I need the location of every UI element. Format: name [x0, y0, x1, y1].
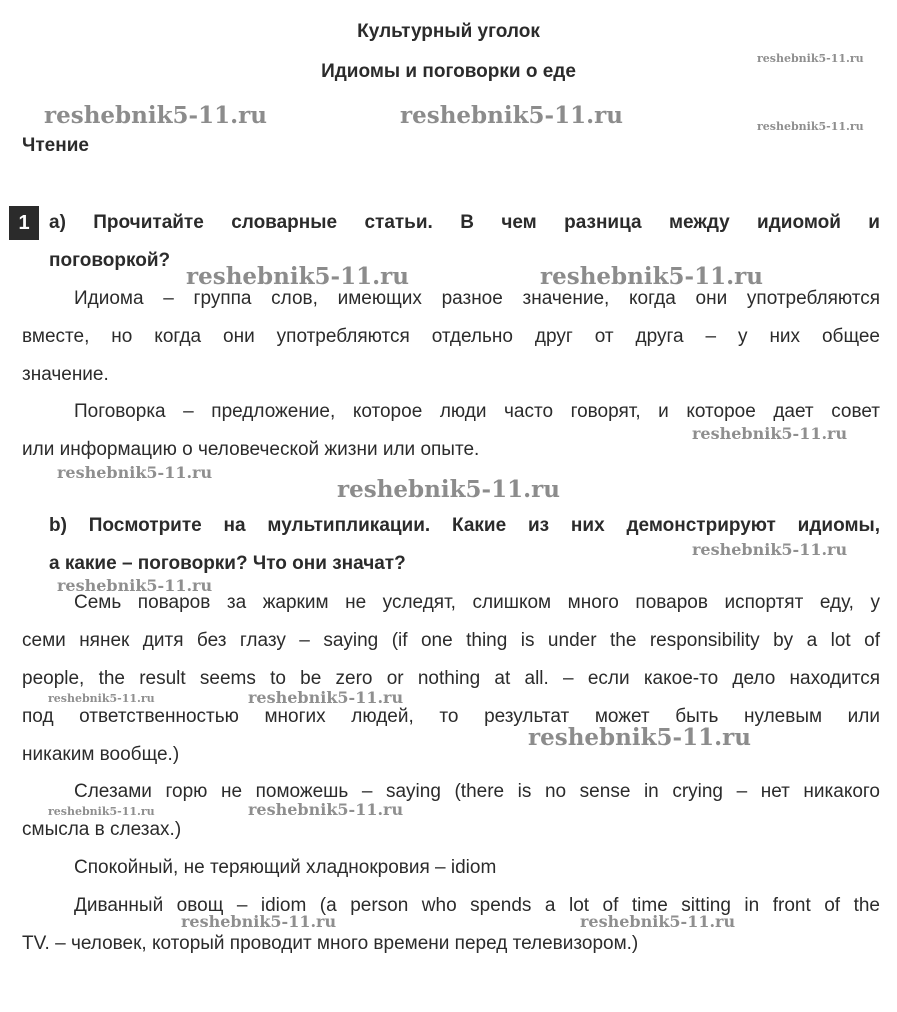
watermark: reshebnik5-11.ru — [692, 540, 848, 559]
watermark: reshebnik5-11.ru — [248, 688, 404, 707]
text-line: семи нянек дитя без глазу – saying (if one thing is under the responsibility by a lot of — [22, 630, 880, 651]
question-line: b) Посмотрите на мультипликации. Какие из них демонстрируют идиомы, — [49, 515, 880, 536]
answer-paragraph — [22, 584, 880, 774]
watermark: reshebnik5-11.ru — [757, 120, 864, 133]
question-line: а) Прочитайте словарные статьи. В чем разница между идиомой и — [49, 212, 880, 233]
text-line: под ответственностью многих людей, то результат может быть нулевым или — [22, 706, 880, 727]
watermark: reshebnik5-11.ru — [248, 800, 404, 819]
watermark: reshebnik5-11.ru — [44, 102, 267, 129]
text-line: Поговорка – предложение, которое люди часто говорят, и которое дает совет — [74, 401, 880, 422]
text-line: значение. — [22, 364, 109, 385]
answer-paragraph — [22, 887, 880, 963]
idiom-definition — [22, 280, 880, 394]
watermark: reshebnik5-11.ru — [57, 463, 213, 482]
text-line: Спокойный, не теряющий хладнокровия – idiom — [74, 857, 497, 878]
text-line: Слезами горю не поможешь – saying (there is no sense in crying – нет никакого — [74, 781, 880, 802]
text-line: или информацию о человеческой жизни или опыте. — [22, 439, 480, 460]
text-line: вместе, но когда они употребляются отдельно друг от друга – у них общее — [22, 326, 880, 347]
text-line: people, the result seems to be zero or nothing at all. – если какое-то дело находится — [22, 668, 880, 689]
watermark: reshebnik5-11.ru — [528, 724, 751, 751]
page-subtitle: Идиомы и поговорки о еде — [321, 61, 576, 82]
question-line: поговоркой? — [49, 250, 171, 271]
watermark: reshebnik5-11.ru — [400, 102, 623, 129]
watermark: reshebnik5-11.ru — [186, 263, 409, 290]
watermark: reshebnik5-11.ru — [48, 692, 155, 705]
page-title: Культурный уголок — [357, 21, 540, 42]
text-line: смысла в слезах.) — [22, 819, 182, 840]
text-line: Семь поваров за жарким не уследят, слишком много поваров испортят еду, у — [74, 592, 880, 613]
text-line: никаким вообще.) — [22, 744, 180, 765]
watermark: reshebnik5-11.ru — [337, 476, 560, 503]
watermark: reshebnik5-11.ru — [181, 912, 337, 931]
watermark: reshebnik5-11.ru — [540, 263, 763, 290]
watermark: reshebnik5-11.ru — [580, 912, 736, 931]
exercise-number-badge: 1 — [9, 206, 39, 240]
text-line: TV. – человек, который проводит много времени перед телевизором.) — [22, 933, 639, 954]
section-label: Чтение — [22, 135, 89, 156]
text-line: Идиома – группа слов, имеющих разное значение, когда они употребляются — [74, 288, 880, 309]
watermark: reshebnik5-11.ru — [57, 576, 213, 595]
watermark: reshebnik5-11.ru — [757, 52, 864, 65]
question-line: а какие – поговорки? Что они значат? — [49, 553, 406, 574]
answer-paragraph — [22, 849, 880, 887]
watermark: reshebnik5-11.ru — [692, 424, 848, 443]
watermark: reshebnik5-11.ru — [48, 805, 155, 818]
text-line: Диванный овощ – idiom (a person who spends a lot of time sitting in front of the — [74, 895, 880, 916]
